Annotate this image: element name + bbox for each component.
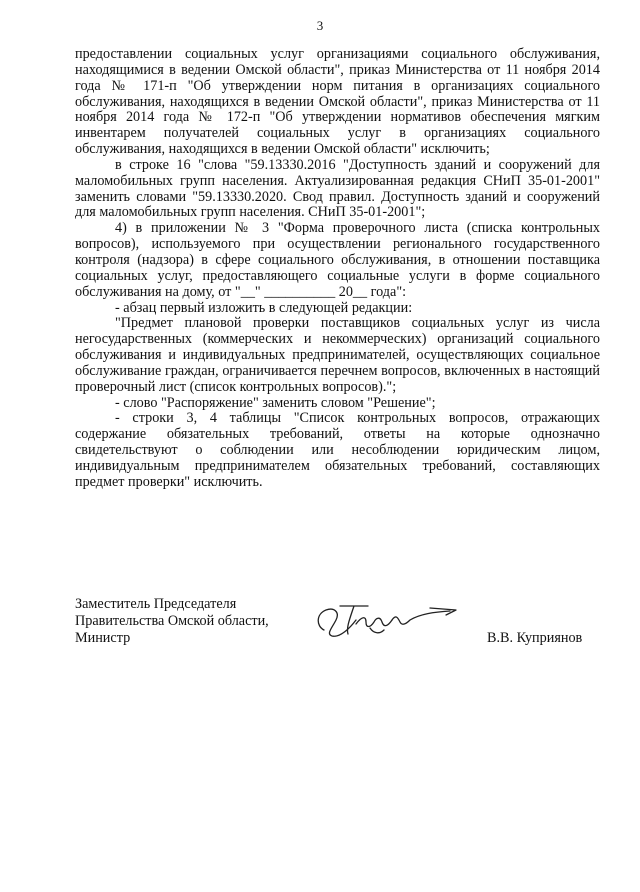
signer-title-line-2: Правительства Омской области, <box>75 613 269 629</box>
paragraph-2: в строке 16 "слова "59.13330.2016 "Доступность зданий и сооружений для маломобильных групп населения. Актуализированная редакция СНиП 35-01-2001" заменить словами "59.13330.2020. Свод правил. Доступность зданий и сооружений для маломобильных групп населения. СНиП 35-01-2001"; <box>75 156 600 221</box>
paragraph-7: - строки 3, 4 таблицы "Список контрольных вопросов, отражающих содержание обязательных требований, ответы на которые однозначно свидетельствуют о соблюдении или несоблюдении юридическим лицом, индивидуальным предпринимателем обязательных требований, составляющих предмет проверки" исключить. <box>75 410 600 490</box>
signer-title-line-3: Министр <box>75 630 131 646</box>
document-body <box>75 47 600 491</box>
signature-block <box>75 596 595 647</box>
signer-title-line-1: Заместитель Председателя <box>75 596 237 612</box>
page-number: 3 <box>316 18 324 33</box>
paragraph-5: "Предмет плановой проверки поставщиков социальных услуг из числа негосударственных (коммерческих и некоммерческих) организаций социального обслуживания и индивидуальных предпринимателей, осуществляющих социальное обслуживание граждан, ограничивается перечнем вопросов, включенных в настоящий проверочный лист (список контрольных вопросов)."; <box>75 315 600 395</box>
handwritten-signature-icon <box>310 594 460 642</box>
paragraph-4: - абзац первый изложить в следующей редакции: <box>115 299 413 316</box>
paragraph-3: 4) в приложении № 3 "Форма проверочного листа (списка контрольных вопросов), используемого при осуществлении регионального государственного контроля (надзора) в сфере социального обслуживания, в отношении поставщика социальных услуг, предоставляющего социальные услуги в форме социального обслуживания на дому, от "__" __________ 20__ года": <box>75 220 600 300</box>
paragraph-1: предоставлении социальных услуг организациями социального обслуживания, находящимися в ведении Омской области", приказ Министерства от 11 ноября 2014 года № 171-п "Об утверждении норм питания в организациях социального обслуживания, находящихся в ведении Омской области", приказ Министерства от 11 ноября 2014 года № 172-п "Об утверждении нормативов обеспечения мягким инвентарем получателей социальных услуг в организациях социального обслуживания, находящихся в ведении Омской области" исключить; <box>75 46 600 158</box>
signer-name: В.В. Куприянов <box>487 630 583 646</box>
paragraph-6: - слово "Распоряжение" заменить словом "Решение"; <box>115 394 436 411</box>
